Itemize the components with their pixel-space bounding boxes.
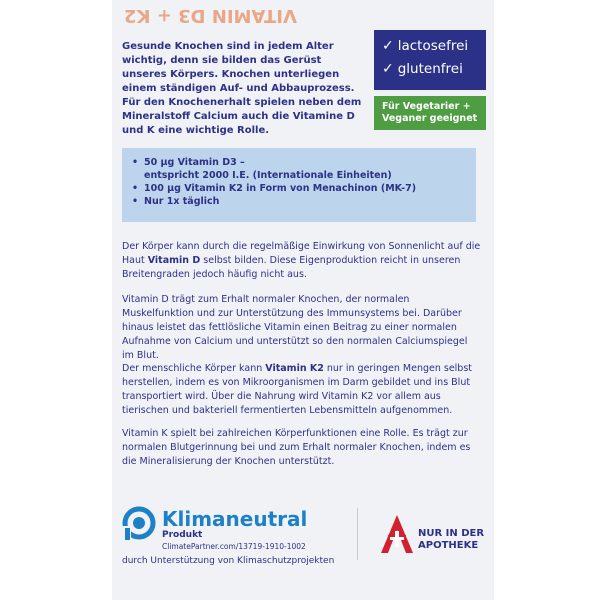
checkmark-icon: ✓ <box>382 61 394 77</box>
gluten-free-label: glutenfrei <box>397 61 463 77</box>
climate-partner-logo-icon <box>122 506 156 540</box>
intro-paragraph-1: Gesunde Knochen sind in jedem Alter wichtig, denn sie bilden das Gerüst unseres Körpers. Knochen unterliegen einem ständigen Auf- und Abbauprozess. <box>122 41 355 94</box>
top-strip-text: VITAMIN D3 + K2 <box>124 5 297 26</box>
checkmark-icon: ✓ <box>382 38 394 54</box>
body-paragraph-vitamin-d-function: Vitamin D trägt zum Erhalt normaler Knochen, der normalen Muskelfunktion und zur Unterstützung des Immunsystems bei. Darüber hinaus leistet das fettlösliche Vitamin einen Beitrag zu einer normalen Aufnahme von Calcium und unterstützt so den normalen Calciumspiegel im Blut. <box>122 294 468 361</box>
apotheke-only-label: NUR IN DER APOTHEKE <box>418 528 485 551</box>
vegan-line-1: Für Vegetarier + <box>382 101 471 112</box>
lactose-free-label: lactosefrei <box>397 38 469 54</box>
klimaneutral-product-label: Produkt <box>162 530 203 540</box>
feature-bullets <box>122 148 476 222</box>
bullet-vitamin-k: • 100 µg Vitamin K2 in Form von Menachinon (MK-7) <box>122 182 476 195</box>
package-back-panel <box>112 0 494 600</box>
free-from-badge <box>374 30 486 90</box>
body-paragraph-vitamin-d: Der Körper kann durch die regelmäßige Einwirkung von Sonnenlicht auf die Haut Vitamin D selbst bilden. Diese Eigenproduktion reicht in unseren Breitengraden jedoch häufig nicht aus. <box>122 241 481 280</box>
bullet-dosage: • Nur 1x täglich <box>122 195 476 208</box>
footer-divider <box>357 508 358 560</box>
body-paragraph-vitamin-k-function: Vitamin K spielt bei zahlreichen Körperfunktionen eine Rolle. Es trägt zur normalen Blutgerinnung bei und zum Erhalt normaler Knochen, indem es die Mineralisierung der Knochen unterstützt. <box>122 428 471 467</box>
intro-text <box>122 40 368 138</box>
climate-partner-url: ClimatePartner.com/13719-1910-1002 <box>162 542 306 551</box>
bullet-vitamin-d: • 50 µg Vitamin D3 – entspricht 2000 I.E. (Internationale Einheiten) <box>122 156 476 182</box>
klimaneutral-title: Klimaneutral <box>162 507 308 531</box>
body-paragraph-vitamin-k2: Der menschliche Körper kann Vitamin K2 nur in geringen Mengen selbst herstellen, indem es von Mikroorganismen im Darm gebildet und ins Blut transportiert wird. Über die Nahrung wird Vitamin K2 vor allem aus tierischen und bakteriell fermentierten Lebensmitteln aufgenommen. <box>122 363 473 416</box>
vegan-badge <box>374 96 486 130</box>
vegan-line-2: Veganer geeignet <box>382 113 478 124</box>
climate-projects-note: durch Unterstützung von Klimaschutzprojekten <box>122 556 335 566</box>
apotheke-a-logo-icon <box>378 513 416 555</box>
intro-paragraph-2: Für den Knochenerhalt spielen neben dem Mineralstoff Calcium auch die Vitamine D und K eine wichtige Rolle. <box>122 97 362 136</box>
top-cropped-product-name <box>112 0 494 26</box>
